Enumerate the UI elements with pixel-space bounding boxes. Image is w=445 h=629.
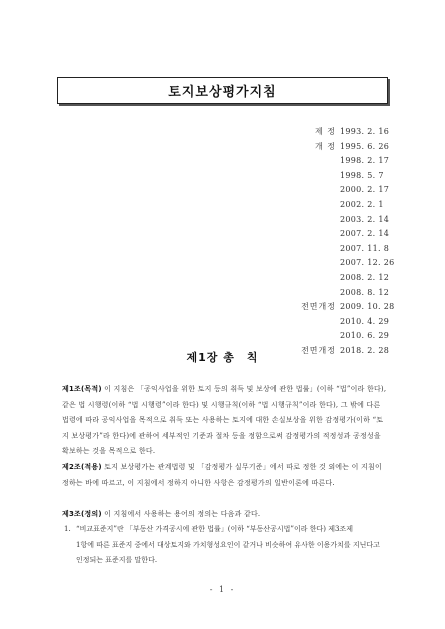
article-3-heading: 제3조(정의)	[62, 510, 102, 518]
history-label	[272, 286, 340, 301]
history-label	[272, 256, 340, 271]
history-date: 1995. 6. 26	[340, 141, 390, 151]
history-date: 1998. 5. 7	[340, 170, 384, 180]
history-date: 2010. 6. 29	[340, 331, 390, 341]
history-row	[272, 286, 400, 301]
history-date: 1993. 2. 16	[340, 127, 390, 136]
article-1-heading: 제1조(목적)	[62, 385, 102, 393]
history-row	[272, 242, 400, 257]
article-3	[62, 507, 388, 523]
history-date: 2007. 12. 26	[340, 258, 395, 268]
history-label	[272, 213, 340, 228]
chapter-title: 제1장 총 칙	[186, 351, 259, 364]
history-label	[272, 183, 340, 198]
history-row	[272, 198, 400, 213]
history-date: 2009. 10. 28	[340, 302, 395, 312]
history-date: 2003. 2. 14	[340, 214, 390, 224]
history-date: 2018. 2. 28	[340, 345, 390, 355]
history-label	[272, 329, 340, 344]
document-title: 토지보상평가지침	[57, 77, 388, 104]
history-row	[272, 140, 400, 155]
page-number: - 1 -	[209, 585, 236, 594]
history-label	[272, 227, 340, 242]
article-2	[62, 460, 388, 491]
history-row	[272, 300, 400, 315]
article-3-text: 이 지침에서 사용하는 용어의 정의는 다음과 같다.	[101, 510, 261, 518]
history-row	[272, 315, 400, 330]
history-label	[272, 271, 340, 286]
article-1-text: 이 지침은 「공익사업을 위한 토지 등의 취득 및 보상에 관한 법률」(이하 “법”이라 한다), 같은 법 시행령(이하 “법 시행령”이라 한다) 및 시행규칙(이하 “법 시행규칙”이라 한다), 그 밖에 다른 법령에 따라 공익사업을 목적으로 취득 또는 사용하는 토지에 대한 손실보상을 위한 감정평가(이하 “토지 보상평가”라 한다)에 관하여 세부적인 기준과 절차 등을 정함으로써 감정평가의 적정성과 공정성을 확보하는 것을 목적으로 한다.	[62, 385, 387, 455]
history-date: 2010. 4. 29	[340, 316, 390, 326]
history-label	[272, 242, 340, 257]
history-label: 전면개정	[301, 345, 336, 355]
history-row	[272, 329, 400, 344]
history-row	[272, 213, 400, 228]
history-row	[272, 183, 400, 198]
revision-history	[272, 125, 400, 359]
history-label: 전면개정	[301, 302, 336, 312]
history-row	[272, 169, 400, 184]
history-label	[272, 315, 340, 330]
article-2-heading: 제2조(적용)	[62, 463, 102, 471]
history-date: 2008. 2. 12	[340, 272, 390, 282]
history-date: 1998. 2. 17	[340, 156, 390, 166]
history-label	[272, 198, 340, 213]
history-row	[272, 227, 400, 242]
history-date: 2007. 2. 14	[340, 229, 390, 239]
history-label	[272, 169, 340, 184]
history-date: 2002. 2. 1	[340, 199, 384, 209]
history-label	[272, 154, 340, 169]
history-row	[272, 125, 400, 140]
history-row	[272, 154, 400, 169]
item-number: 1.	[64, 525, 71, 533]
definition-item-1-first-line	[64, 522, 386, 538]
item-1-continuation: 1항에 따른 표준지 중에서 대상토지와 가치형성요인이 같거나 비슷하여 유사한 이용가치를 지닌다고 인정되는 표준지를 말한다.	[76, 540, 380, 564]
history-row	[272, 256, 400, 271]
history-label: 개 정	[315, 141, 336, 151]
history-date: 2000. 2. 17	[340, 185, 390, 195]
definition-item-1	[64, 522, 386, 569]
article-1	[62, 382, 388, 460]
history-row	[272, 271, 400, 286]
history-label: 제 정	[315, 127, 336, 136]
history-date: 2008. 8. 12	[340, 287, 390, 297]
history-date: 2007. 11. 8	[340, 243, 390, 253]
article-2-text: 토지 보상평가는 관계법령 및 「감정평가 실무기준」에서 따로 정한 것 외에는 이 지침이 정하는 바에 따르고, 이 지침에서 정하지 아니한 사항은 감정평가의 일반이론에 따른다.	[62, 463, 382, 487]
item-1-line1: “비교표준지”란 「부동산 가격공시에 관한 법률」(이하 “부동산공시법”이라 한다) 제3조제	[76, 525, 353, 533]
